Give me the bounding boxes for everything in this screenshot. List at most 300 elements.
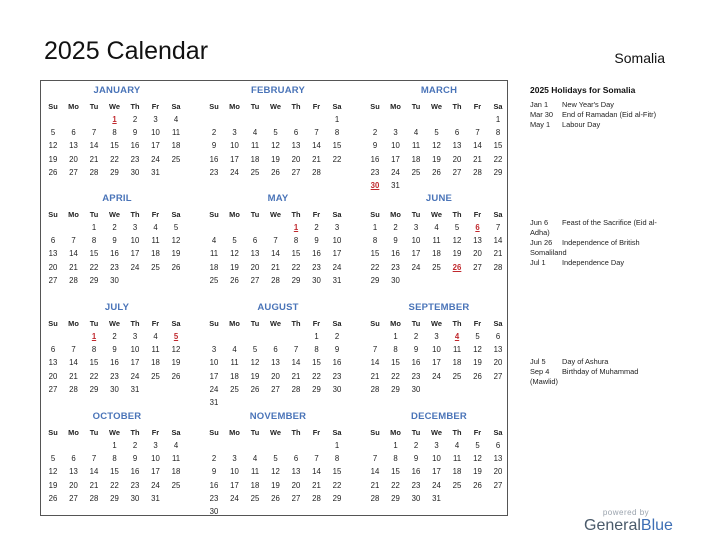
day-cell: 16 [411,358,421,368]
day-cell: 3 [413,223,419,232]
weekday-header: Tu [250,319,260,328]
day-cell: 3 [132,332,138,341]
day-cell: 11 [432,236,441,246]
day-cell: 12 [432,141,441,151]
day-cell: 4 [252,454,258,464]
day-cell: 31 [209,398,219,407]
day-cell: 18 [230,371,239,381]
brand-name [584,517,673,535]
weekday-header: Tu [250,102,260,111]
day-cell: 9 [413,345,419,355]
day-cell: 5 [173,223,179,232]
weekday-header: Mo [229,428,240,437]
weekday-header: Sa [493,102,503,111]
day-cell: 1 [91,223,97,232]
day-cell: 12 [271,141,280,151]
day-cell: 13 [69,467,78,477]
weekday-header: Tu [250,210,260,219]
weekday-header: Tu [411,428,421,437]
day-cell: 22 [332,480,342,490]
day-cell: 13 [473,236,482,246]
day-cell: 22 [89,371,99,381]
day-cell: 2 [334,332,340,341]
day-cell: 26 [48,493,58,503]
day-cell: 7 [71,236,76,246]
day-cell: 18 [151,358,160,368]
holiday-name: Labour Day [562,120,601,129]
day-cell: 27 [452,167,462,177]
day-cell: 17 [230,154,239,164]
weekday-header: Su [48,102,58,111]
month-name: APRIL [102,193,132,204]
weekday-header: We [270,319,281,328]
day-cell: 29 [332,493,342,503]
day-cell: 14 [271,249,280,259]
day-cell: 14 [370,358,380,368]
holiday-date: Jan 1 [530,100,549,109]
day-cell: 19 [271,480,280,490]
day-cell: 10 [151,128,160,138]
day-cell: 31 [151,493,160,503]
day-cell: 14 [69,358,78,368]
day-cell: 30 [110,275,119,285]
day-cell: 2 [132,115,138,124]
month-name: DECEMBER [411,411,467,422]
day-cell: 30 [411,384,421,394]
day-cell: 22 [391,371,400,381]
day-cell: 21 [473,154,482,164]
day-cell: 5 [475,332,480,341]
weekday-header: Fr [312,319,321,328]
holiday-day-cell: 4 [454,332,460,341]
day-cell: 15 [89,358,99,368]
day-cell: 29 [391,384,400,394]
day-cell: 20 [493,467,503,477]
month-name: NOVEMBER [249,411,307,422]
weekday-header: Th [452,102,462,111]
weekday-header: Sa [171,428,181,437]
weekday-header: We [109,428,120,437]
day-cell: 13 [493,454,503,464]
weekday-header: Mo [390,102,401,111]
weekday-header: Su [209,428,219,437]
day-cell: 27 [69,167,78,177]
day-cell: 13 [271,358,280,368]
weekday-header: Mo [68,102,79,111]
weekday-header: Fr [151,102,160,111]
day-cell: 3 [232,454,237,464]
day-cell: 7 [91,128,97,138]
weekday-header: Su [370,210,380,219]
day-cell: 18 [209,262,219,272]
day-cell: 28 [493,262,503,272]
weekday-header: Fr [473,319,482,328]
day-cell: 19 [271,154,280,164]
day-cell: 10 [130,345,140,355]
day-cell: 19 [171,358,181,368]
day-cell: 25 [151,371,160,381]
day-cell: 28 [89,493,99,503]
holiday-name: End of Ramadan (Eid al-Fitr) [562,110,657,119]
day-cell: 11 [151,345,160,355]
weekday-header: Sa [332,102,342,111]
day-cell: 3 [393,128,398,138]
day-cell: 24 [230,167,239,177]
day-cell: 5 [232,236,237,246]
day-cell: 16 [370,154,380,164]
day-cell: 7 [293,345,299,355]
day-cell: 15 [370,249,380,259]
day-cell: 13 [291,467,301,477]
weekday-header: Fr [151,210,160,219]
day-cell: 4 [153,223,158,232]
day-cell: 28 [271,275,280,285]
day-cell: 27 [48,275,58,285]
day-cell: 6 [50,345,56,355]
day-cell: 8 [314,345,319,355]
day-cell: 19 [48,154,58,164]
day-cell: 6 [293,128,299,138]
day-cell: 29 [110,167,119,177]
holiday-entry [530,357,660,367]
weekday-header: We [431,102,442,111]
day-cell: 14 [89,141,99,151]
day-cell: 15 [493,141,503,151]
day-cell: 23 [332,371,342,381]
day-cell: 20 [271,371,280,381]
weekday-header: Fr [473,428,482,437]
day-cell: 12 [48,141,58,151]
day-cell: 2 [372,128,378,138]
day-cell: 19 [250,371,260,381]
day-cell: 3 [434,332,439,341]
day-cell: 29 [312,384,321,394]
weekday-header: Mo [390,210,401,219]
day-cell: 29 [370,275,380,285]
day-cell: 18 [452,467,462,477]
day-cell: 23 [411,371,421,381]
day-cell: 9 [132,454,138,464]
holiday-entry [530,100,660,110]
weekday-header: Tu [411,319,421,328]
weekday-header: Th [452,319,462,328]
day-cell: 7 [314,128,319,138]
month-name: AUGUST [257,302,299,313]
weekday-header: Su [48,210,58,219]
day-cell: 5 [273,454,278,464]
day-cell: 25 [171,154,181,164]
month-april [43,189,191,294]
day-cell: 15 [291,249,301,259]
day-cell: 17 [230,480,239,490]
day-cell: 10 [332,236,342,246]
holiday-day-cell: 1 [91,332,97,341]
day-cell: 18 [171,141,181,151]
day-cell: 6 [454,128,460,138]
day-cell: 1 [112,441,117,450]
day-cell: 3 [232,128,237,138]
day-cell: 23 [130,480,140,490]
weekday-header: Th [130,319,140,328]
day-cell: 5 [434,128,439,138]
day-cell: 21 [291,371,301,381]
day-cell: 30 [130,493,140,503]
day-cell: 4 [232,345,237,355]
day-cell: 19 [473,358,482,368]
day-cell: 14 [291,358,301,368]
day-cell: 31 [391,181,400,190]
day-cell: 28 [89,167,99,177]
weekday-header: Tu [250,428,260,437]
weekday-header: Fr [312,428,321,437]
month-name: JUNE [425,193,453,204]
day-cell: 26 [171,371,181,381]
day-cell: 18 [250,154,260,164]
day-cell: 8 [91,236,97,246]
page-title: 2025 Calendar [44,37,209,65]
day-cell: 10 [151,454,160,464]
weekday-header: We [270,428,281,437]
day-cell: 12 [473,345,482,355]
day-cell: 12 [250,358,260,368]
day-cell: 11 [452,345,462,355]
month-name: OCTOBER [92,411,142,422]
day-cell: 23 [209,493,219,503]
day-cell: 13 [69,141,78,151]
holiday-name: Day of Ashura [562,357,609,366]
weekday-header: Th [291,428,301,437]
day-cell: 27 [473,262,482,272]
day-cell: 4 [173,115,179,124]
day-cell: 17 [432,358,441,368]
day-cell: 27 [291,167,301,177]
holiday-date: Jul 5 [530,357,546,366]
day-cell: 27 [271,384,280,394]
day-cell: 1 [314,332,319,341]
day-cell: 24 [230,493,239,503]
day-cell: 17 [391,154,400,164]
day-cell: 16 [332,358,342,368]
calendar-grid [40,80,508,516]
day-cell: 20 [473,249,482,259]
weekday-header: Mo [68,428,79,437]
day-cell: 7 [314,454,319,464]
day-cell: 17 [151,467,160,477]
day-cell: 14 [69,249,78,259]
day-cell: 13 [452,141,462,151]
day-cell: 20 [69,480,78,490]
day-cell: 25 [230,384,239,394]
weekday-header: Sa [493,210,503,219]
day-cell: 16 [110,249,119,259]
day-cell: 7 [475,128,480,138]
powered-by-label: powered by [602,508,650,517]
day-cell: 24 [432,480,441,490]
day-cell: 20 [48,371,58,381]
day-cell: 21 [69,262,78,272]
day-cell: 5 [50,454,56,464]
weekday-header: Su [48,319,58,328]
weekday-header: Tu [89,210,99,219]
day-cell: 4 [153,332,158,341]
day-cell: 22 [493,154,503,164]
day-cell: 13 [291,141,301,151]
day-cell: 31 [432,493,441,503]
day-cell: 4 [413,128,419,138]
day-cell: 21 [370,371,380,381]
day-cell: 18 [171,467,181,477]
day-cell: 2 [413,332,419,341]
month-february [204,81,352,186]
day-cell: 14 [312,141,321,151]
day-cell: 30 [312,275,321,285]
weekday-header: We [109,319,120,328]
day-cell: 26 [171,262,181,272]
weekday-header: We [109,102,120,111]
month-august [204,298,352,407]
day-cell: 9 [334,345,340,355]
weekday-header: Th [130,210,140,219]
day-cell: 29 [89,275,99,285]
day-cell: 16 [110,358,119,368]
weekday-header: Fr [473,210,482,219]
day-cell: 11 [250,141,260,151]
day-cell: 8 [393,454,398,464]
month-name: JANUARY [93,85,141,96]
day-cell: 2 [211,454,217,464]
weekday-header: Th [291,319,301,328]
day-cell: 24 [151,154,160,164]
weekday-header: Su [370,428,380,437]
day-cell: 8 [112,128,117,138]
month-march [365,81,513,190]
weekday-header: Tu [411,210,421,219]
day-cell: 22 [110,480,119,490]
day-cell: 2 [132,441,138,450]
holiday-day-cell: 26 [452,262,462,272]
day-cell: 9 [132,128,138,138]
day-cell: 31 [151,167,160,177]
day-cell: 7 [372,345,378,355]
day-cell: 4 [434,223,439,232]
day-cell: 1 [334,441,340,450]
weekday-header: Fr [473,102,482,111]
day-cell: 9 [211,141,217,151]
holiday-entry [530,120,660,130]
day-cell: 15 [332,141,342,151]
day-cell: 3 [434,441,439,450]
day-cell: 7 [495,223,501,232]
holiday-name: Birthday of Muhammad (Mawlid) [530,367,639,386]
day-cell: 10 [432,345,441,355]
holiday-date: May 1 [530,120,551,129]
weekday-header: We [431,319,442,328]
day-cell: 22 [291,262,301,272]
day-cell: 13 [250,249,260,259]
weekday-header: Sa [493,428,503,437]
day-cell: 27 [493,480,503,490]
holiday-day-cell: 5 [173,332,179,341]
day-cell: 30 [332,384,342,394]
day-cell: 24 [130,262,140,272]
day-cell: 12 [271,467,280,477]
weekday-header: We [109,210,120,219]
weekday-header: Fr [151,319,160,328]
weekday-header: Sa [171,102,181,111]
day-cell: 9 [372,141,378,151]
day-cell: 23 [391,262,400,272]
weekday-header: We [270,210,281,219]
day-cell: 3 [211,345,217,355]
holiday-date: Jun 6 [530,218,549,227]
day-cell: 6 [273,345,278,355]
day-cell: 24 [151,480,160,490]
day-cell: 28 [312,167,321,177]
day-cell: 2 [413,441,419,450]
generalblue-logo[interactable] [584,508,673,535]
day-cell: 6 [50,236,56,246]
day-cell: 25 [411,167,421,177]
day-cell: 30 [130,167,140,177]
day-cell: 21 [370,480,380,490]
day-cell: 1 [372,223,378,232]
day-cell: 23 [411,480,421,490]
holiday-name: Independence Day [562,258,625,267]
weekday-header: Tu [411,102,421,111]
weekday-header: We [431,428,442,437]
day-cell: 30 [391,275,400,285]
weekday-header: Th [452,428,462,437]
day-cell: 3 [334,223,340,232]
day-cell: 24 [332,262,342,272]
weekday-header: Mo [390,319,401,328]
weekday-header: Tu [89,102,99,111]
weekday-header: We [431,210,442,219]
day-cell: 9 [393,236,398,246]
day-cell: 17 [411,249,421,259]
day-cell: 14 [89,467,99,477]
day-cell: 21 [89,154,99,164]
weekday-header: Mo [390,428,401,437]
day-cell: 7 [372,454,378,464]
day-cell: 2 [211,128,217,138]
day-cell: 19 [432,154,441,164]
day-cell: 16 [391,249,400,259]
month-june [365,189,513,294]
day-cell: 30 [110,384,119,394]
day-cell: 25 [432,262,441,272]
holiday-entry [530,238,660,258]
day-cell: 21 [69,371,78,381]
day-cell: 9 [314,236,319,246]
day-cell: 8 [495,128,501,138]
day-cell: 20 [291,154,301,164]
day-cell: 18 [432,249,441,259]
day-cell: 11 [411,141,421,151]
day-cell: 11 [151,236,160,246]
day-cell: 19 [48,480,58,490]
day-cell: 24 [411,262,421,272]
day-cell: 20 [250,262,260,272]
weekday-header: Sa [332,210,342,219]
day-cell: 9 [211,467,217,477]
day-cell: 13 [493,345,503,355]
day-cell: 23 [312,262,321,272]
day-cell: 15 [391,467,400,477]
day-cell: 17 [432,467,441,477]
day-cell: 22 [312,371,321,381]
holiday-entry [530,218,660,238]
